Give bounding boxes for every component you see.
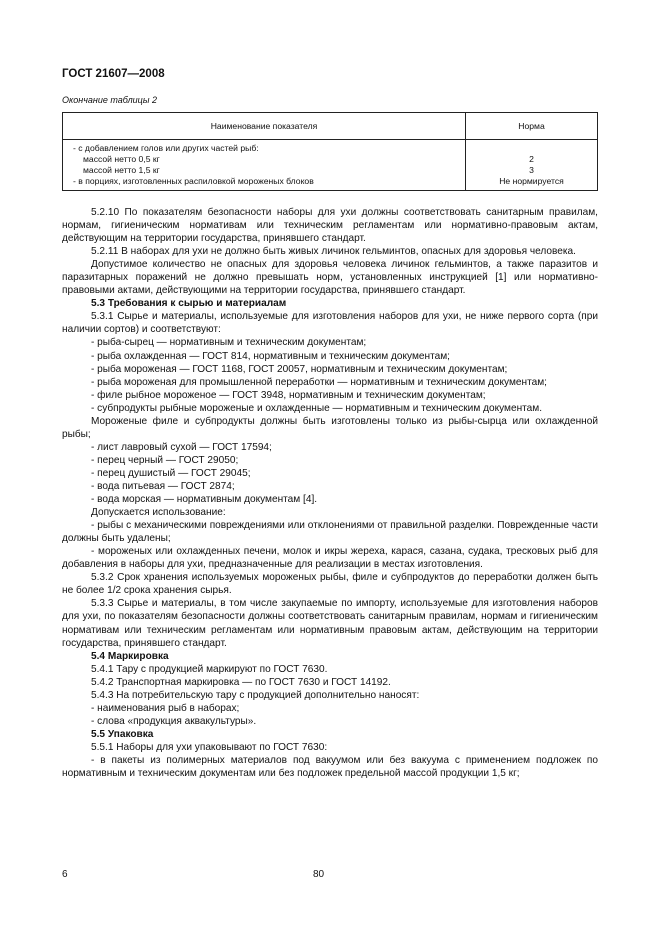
list-item: - перец душистый — ГОСТ 29045; [91,467,251,479]
list-item: - лист лавровый сухой — ГОСТ 17594; [91,441,272,453]
table-cell: массой нетто 1,5 кг [83,165,160,175]
paragraph: 5.3.2 Срок хранения используемых мороженых рыбы, филе и субпродуктов до переработки должен быть не более 1/2 срока хранения сырья. [62,572,598,597]
column-header-indicator: Наименование показателя [63,113,466,140]
norm-cell [466,140,598,191]
list-item: - рыба мороженая — ГОСТ 1168, ГОСТ 20057, нормативным и техническим документам; [91,363,508,375]
table-cell [466,143,597,154]
indicator-cell [63,140,466,191]
paragraph: 5.4.1 Тару с продукцией маркируют по ГОСТ 7630. [91,663,328,675]
table-caption: Окончание таблицы 2 [62,95,157,105]
paragraph: Допустимое количество не опасных для здоровья человека личинок гельминтов, а также паразитов и паразитарных поражений не должно превышать норм, установленных инструкцией [1] или нормативно-правовыми актами, действующими на территории государства, принявшего стандарт. [62,259,598,297]
list-item: - мороженых или охлажденных печени, молок и икры жереха, карася, сазана, судака, тресковых рыб для добавления в наборы для ухи, предназначенные для реализации в местах изготовления. [62,546,598,571]
section-heading: 5.3 Требования к сырью и материалам [91,298,287,310]
paragraph: 5.4.2 Транспортная маркировка — по ГОСТ 7630 и ГОСТ 14192. [91,676,391,688]
list-item: - рыбы с механическими повреждениями или отклонениями от правильной разделки. Поврежденные части должны быть удалены; [62,520,598,545]
paragraph: 5.3.1 Сырье и материалы, используемые для изготовления наборов для ухи, не ниже первого сорта (при наличии сортов) и соответствуют: [62,311,598,336]
paragraph: Мороженые филе и субпродукты должны быть изготовлены только из рыбы-сырца или охлажденной рыбы; [62,415,598,440]
list-item: - вода морская — нормативным документам [4]. [91,494,318,506]
table-cell: - в порциях, изготовленных распиловкой мороженых блоков [73,176,314,186]
paragraph: 5.3.3 Сырье и материалы, в том числе закупаемые по импорту, используемые для изготовления наборов для ухи, по показателям безопасности должны соответствовать санитарным правилам, нормам и гигиеническим нормативам или техническим регламентам или нормативным правовым актам, действующим на территории государства, принявшего стандарт. [62,598,598,649]
section-heading: 5.4 Маркировка [91,650,169,662]
list-item: - филе рыбное мороженое — ГОСТ 3948, нормативным и техническим документам; [91,389,486,401]
table-cell: - с добавлением голов или других частей рыб: [73,143,259,153]
list-item: - вода питьевая — ГОСТ 2874; [91,480,235,492]
section-heading: 5.5 Упаковка [91,728,154,740]
paragraph: 5.5.1 Наборы для ухи упаковывают по ГОСТ 7630: [91,741,328,753]
page-number: 6 [62,869,68,880]
list-item: - перец черный — ГОСТ 29050; [91,454,239,466]
column-header-norm: Норма [466,113,598,140]
document-header: ГОСТ 21607—2008 [62,68,165,80]
document-body [62,206,598,780]
paragraph: Допускается использование: [91,507,226,519]
paragraph: 5.4.3 На потребительскую тару с продукцией дополнительно наносят: [91,689,420,701]
list-item: - рыба-сырец — нормативным и техническим документам; [91,337,367,349]
list-item: - наименования рыб в наборах; [91,702,240,714]
list-item: - рыба мороженая для промышленной переработки — нормативным и техническим документам; [91,376,547,388]
table-row [63,140,598,191]
sheet-number: 80 [313,869,325,880]
list-item: - рыба охлажденная — ГОСТ 814, нормативным и техническим документам; [91,350,450,362]
table-header-row [63,113,598,140]
indicator-table [62,112,598,191]
table-cell: массой нетто 0,5 кг [83,154,160,164]
list-item: - субпродукты рыбные мороженые и охлажденные — нормативным и техническим документам. [91,402,543,414]
paragraph: 5.2.11 В наборах для ухи не должно быть живых личинок гельминтов, опасных для здоровья человека. [91,246,576,258]
table-cell: 2 [529,154,534,164]
table-cell: Не нормируется [499,176,564,186]
paragraph: 5.2.10 По показателям безопасности наборы для ухи должны соответствовать санитарным правилам, нормам, гигиеническим нормативам или техническим регламентам или нормативно-правовым актам, действующим на территории государства, принявшего стандарт. [62,207,598,245]
table-cell: 3 [529,165,534,175]
list-item: - в пакеты из полимерных материалов под вакуумом или без вакуума с применением подложек по нормативным и техническим документам или без подложек предельной массой продукции 1,5 кг; [62,754,598,780]
list-item: - слова «продукция аквакультуры». [91,715,257,727]
